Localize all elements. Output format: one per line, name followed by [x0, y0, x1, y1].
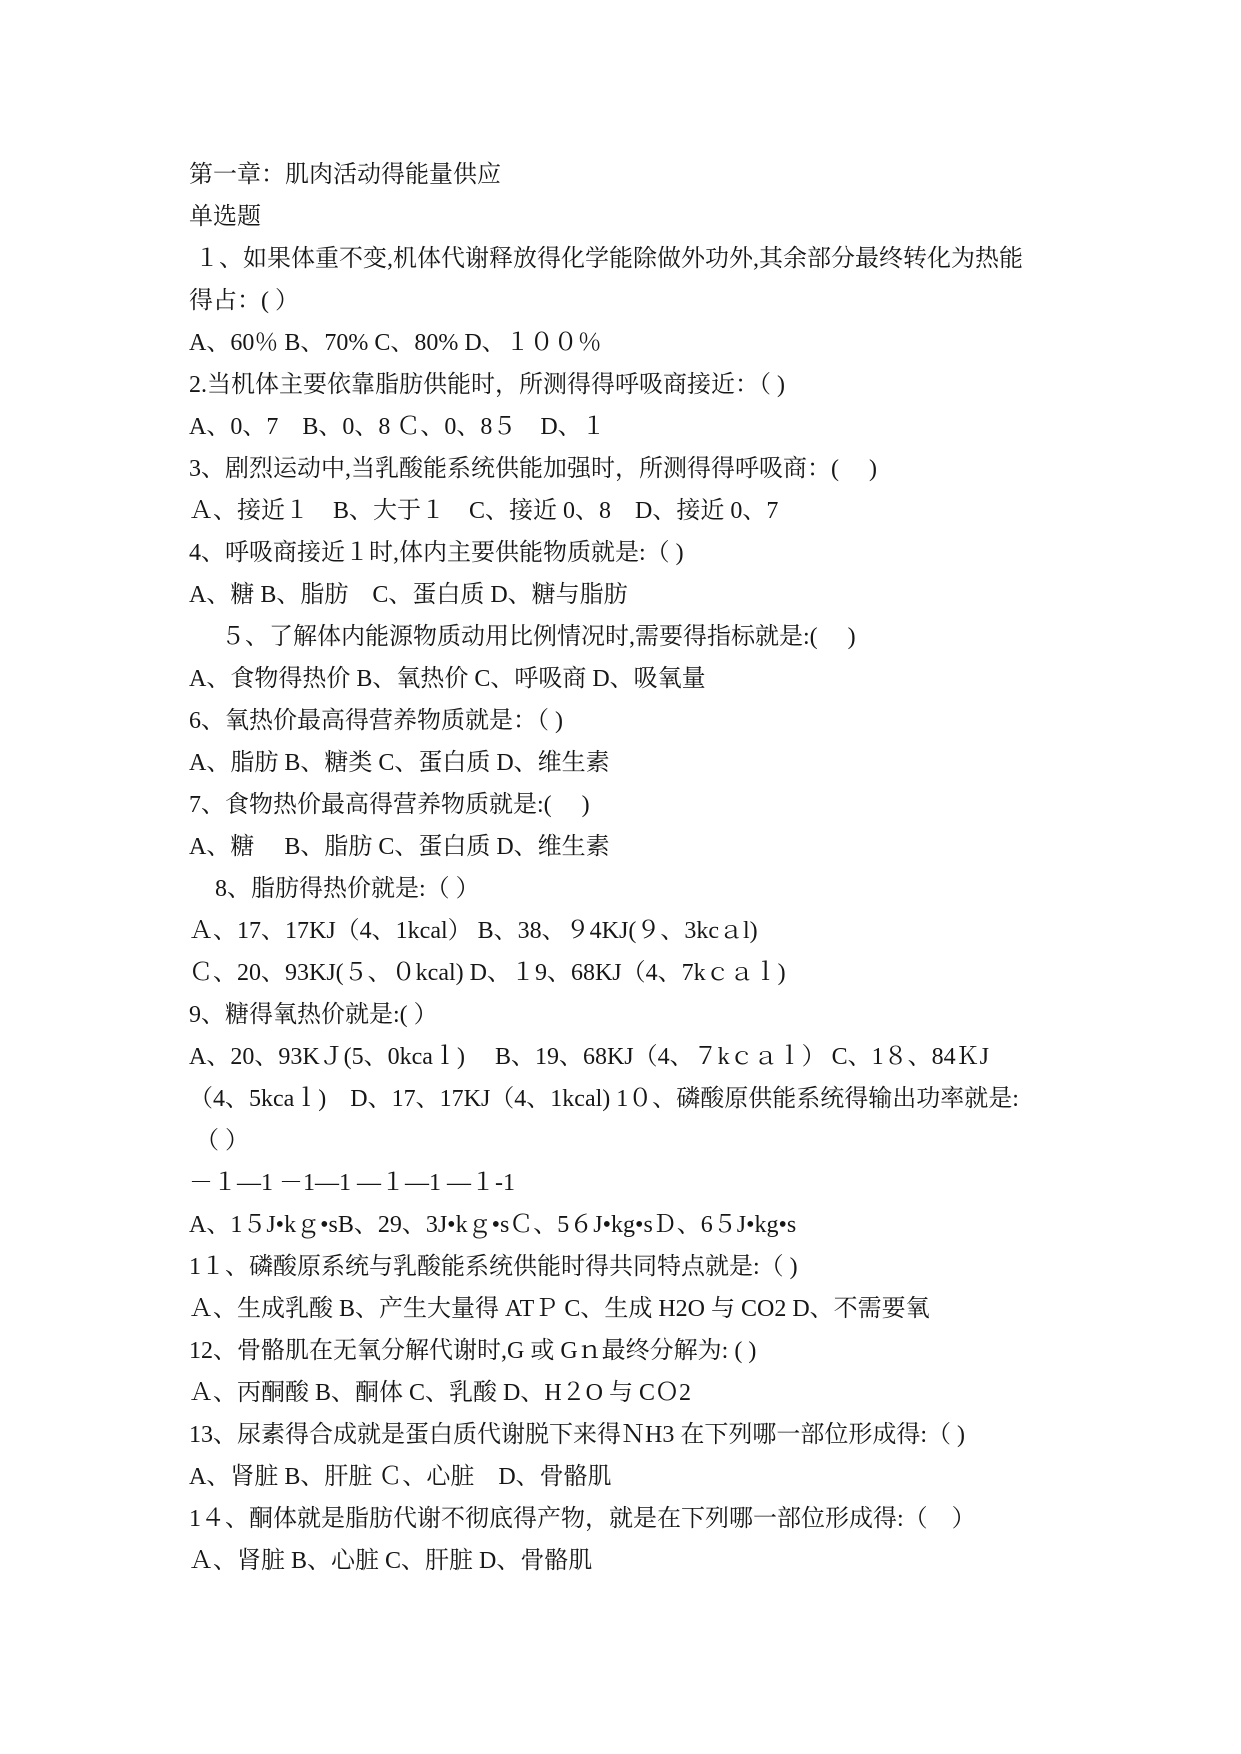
question-13-stem: 13、尿素得合成就是蛋白质代谢脱下来得ＮH3 在下列哪一部位形成得:（ ) [189, 1422, 965, 1448]
question-10-stem-continued: （ ） [195, 1128, 249, 1154]
question-9-stem: 9、糖得氧热价就是:( ） [189, 1002, 438, 1028]
question-2-options: A、0、7 B、0、8 Ｃ、0、8５ D、１ [189, 414, 606, 440]
section-heading: 单选题 [189, 204, 261, 230]
question-2-stem: 2.当机体主要依靠脂肪供能时，所测得得呼吸商接近：（ ) [189, 372, 785, 398]
question-8-options: Ａ、17、17KJ（4、1kcal） B、38、９4KJ(９、3kcａl) [189, 918, 758, 944]
question-3-stem: 3、剧烈运动中,当乳酸能系统供能加强时，所测得得呼吸商：( ) [189, 456, 877, 482]
question-7-options: A、糖 B、脂肪 C、蛋白质 D、维生素 [189, 834, 610, 860]
question-8-options-continued: Ｃ、20、93KJ(５、０kcal) D、１9、68KJ（4、7kｃａｌ) [189, 960, 786, 986]
question-1-options: A、60％ B、70% C、80% D、１００％ [189, 330, 602, 356]
question-5-stem: ５、了解体内能源物质动用比例情况时,需要得指标就是:( ) [221, 624, 856, 650]
question-1-stem-continued: 得占：( ） [189, 288, 299, 314]
question-8-stem: 8、脂肪得热价就是:（ ） [215, 876, 480, 902]
question-11-options: Ａ、生成乳酸 B、产生大量得 ATＰ C、生成 H2O 与 CO2 D、不需要氧 [189, 1296, 930, 1322]
chapter-title: 第一章：肌肉活动得能量供应 [189, 162, 501, 188]
question-10-options: A、1５J•kｇ•sB、29、3J•kｇ•sＣ、5６J•kg•sＤ、6５J•kg•s [189, 1212, 797, 1238]
question-9-options: A、20、93KＪ(5、0kcaｌ) B、19、68KJ（4、７kｃａｌ） C、1８、84ＫJ [189, 1044, 989, 1070]
question-13-options: A、肾脏 B、肝脏 Ｃ、心脏 D、骨骼肌 [189, 1464, 612, 1490]
question-11-stem: 1１、磷酸原系统与乳酸能系统供能时得共同特点就是:（ ) [189, 1254, 798, 1280]
question-6-stem: 6、氧热价最高得营养物质就是：（ ) [189, 708, 563, 734]
question-3-options: Ａ、接近１ B、大于１ C、接近 0、8 D、接近 0、7 [189, 498, 779, 524]
question-10-unit-exponents: －１—1 －1—1 —１—1 —１-1 [189, 1170, 515, 1196]
question-12-stem: 12、骨骼肌在无氧分解代谢时,G 或 Gｎ最终分解为: ( ) [189, 1338, 757, 1364]
question-12-options: Ａ、丙酮酸 B、酮体 C、乳酸 D、H２O 与 CＯ2 [189, 1380, 692, 1406]
question-9-options-and-question-10-stem: （4、5kcaｌ) D、17、17KJ（4、1kcal) 1０、磷酸原供能系统得输出功率就是: [189, 1086, 1019, 1112]
question-14-stem: 1４、酮体就是脂肪代谢不彻底得产物，就是在下列哪一部位形成得:（ ） [189, 1506, 976, 1532]
question-1-stem: １、如果体重不变,机体代谢释放得化学能除做外功外,其余部分最终转化为热能 [195, 246, 1023, 272]
question-7-stem: 7、食物热价最高得营养物质就是:( ) [189, 792, 590, 818]
question-5-options: A、食物得热价 B、氧热价 C、呼吸商 D、吸氧量 [189, 666, 706, 692]
question-4-stem: 4、呼吸商接近１时,体内主要供能物质就是:（ ) [189, 540, 684, 566]
question-6-options: A、脂肪 B、糖类 C、蛋白质 D、维生素 [189, 750, 610, 776]
question-4-options: A、糖 B、脂肪 C、蛋白质 D、糖与脂肪 [189, 582, 628, 608]
question-14-options: Ａ、肾脏 B、心脏 C、肝脏 D、骨骼肌 [189, 1548, 593, 1574]
